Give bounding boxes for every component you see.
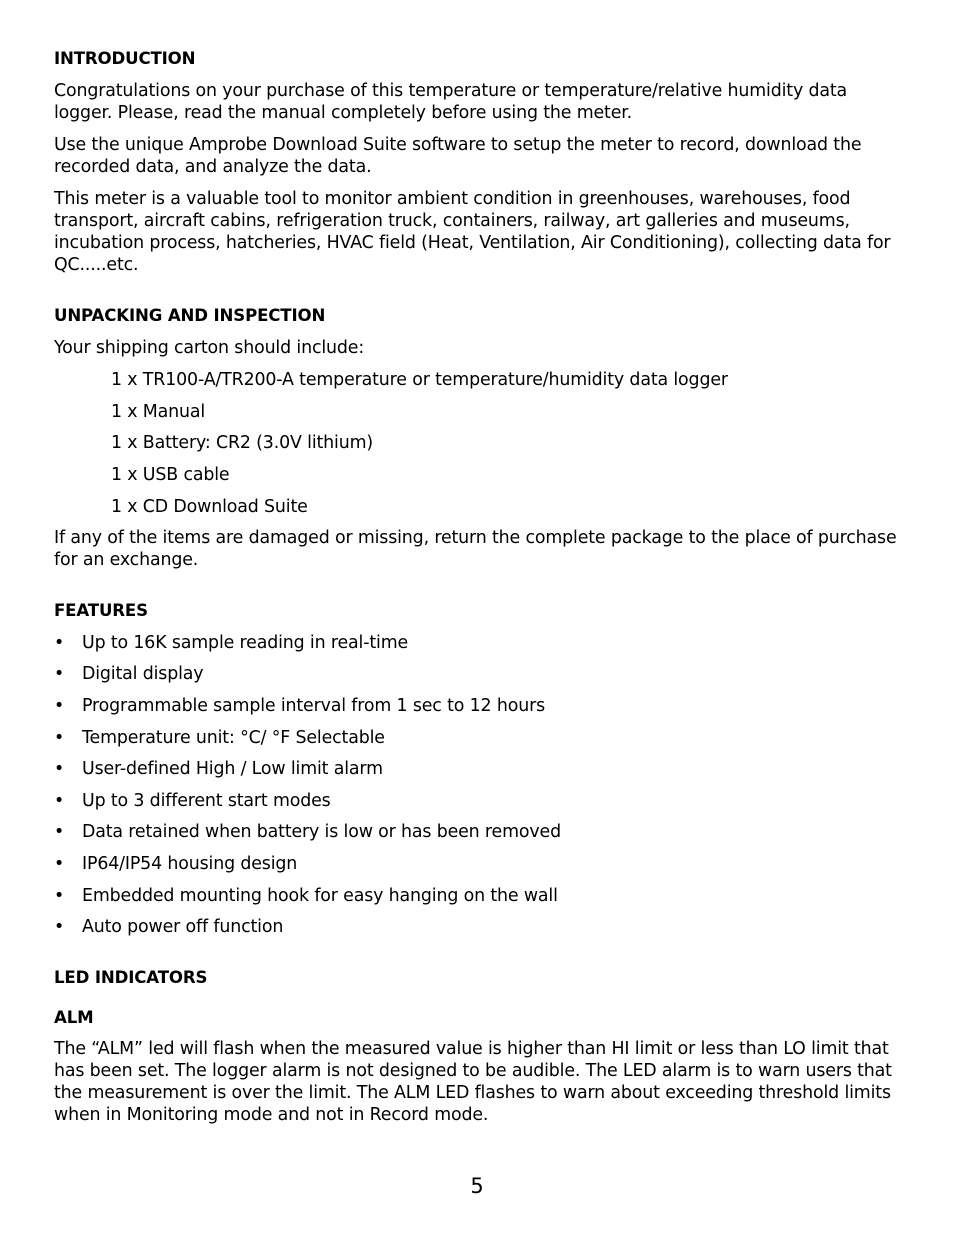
- list-item: 1 x Battery: CR2 (3.0V lithium): [111, 433, 374, 454]
- list-item: [54, 663, 904, 685]
- feature-text: Digital display: [82, 664, 204, 685]
- led-indicators-heading: LED INDICATORS: [54, 968, 208, 988]
- bullet-icon: •: [54, 664, 65, 685]
- list-item: [54, 632, 904, 654]
- unpacking-lead: Your shipping carton should include:: [54, 338, 365, 358]
- bullet-icon: •: [54, 790, 65, 811]
- list-item: 1 x TR100-A/TR200-A temperature or temperature/humidity data logger: [111, 370, 728, 390]
- introduction-heading: INTRODUCTION: [54, 49, 196, 68]
- introduction-paragraph-2: Use the unique Amprobe Download Suite software to setup the meter to record, download the recorded data, and analyze the data.: [54, 135, 862, 177]
- list-item: 1 x CD Download Suite: [111, 496, 308, 517]
- bullet-icon: •: [54, 822, 65, 843]
- introduction-paragraph-3: This meter is a valuable tool to monitor ambient condition in greenhouses, warehouses, food transport, aircraft cabins, refrigeration truck, containers, railway, art galleries and museums, incubation process, hatcheries, HVAC field (Heat, Ventilation, Air Conditioning), collecting data for QC.....etc.: [54, 189, 891, 275]
- feature-text: Auto power off function: [82, 917, 284, 938]
- introduction-paragraph-1: Congratulations on your purchase of this temperature or temperature/relative humidity data logger. Please, read the manual completely before using the meter.: [54, 81, 848, 123]
- feature-text: Up to 3 different start modes: [82, 790, 331, 811]
- feature-text: Temperature unit: °C/ °F Selectable: [82, 727, 385, 748]
- features-list: [54, 632, 904, 938]
- page-number: 5: [470, 1174, 484, 1198]
- list-item: 1 x USB cable: [111, 465, 230, 486]
- led-indicators-section: [54, 967, 904, 1126]
- list-item: [54, 790, 904, 812]
- carton-contents-list: [54, 369, 904, 518]
- list-item: [54, 695, 904, 717]
- list-item: [54, 853, 904, 875]
- alm-subheading: ALM: [54, 1008, 94, 1028]
- unpacking-heading: UNPACKING AND INSPECTION: [54, 306, 326, 325]
- list-item: 1 x Manual: [111, 401, 206, 422]
- list-item: [54, 821, 904, 843]
- features-section: [54, 600, 904, 938]
- feature-text: Embedded mounting hook for easy hanging on the wall: [82, 885, 558, 906]
- alm-paragraph: The “ALM” led will flash when the measured value is higher than HI limit or less than LO limit that has been set. The logger alarm is not designed to be audible. The LED alarm is to warn users that the measurement is over the limit. The ALM LED flashes to warn about exceeding threshold limits when in Monitoring mode and not in Record mode.: [54, 1039, 892, 1126]
- feature-text: User-defined High / Low limit alarm: [82, 759, 383, 780]
- feature-text: IP64/IP54 housing design: [82, 853, 298, 874]
- unpacking-closing: If any of the items are damaged or missing, return the complete package to the place of purchase for an exchange.: [54, 527, 897, 570]
- features-heading: FEATURES: [54, 600, 148, 620]
- list-item: [54, 758, 904, 780]
- feature-text: Data retained when battery is low or has been removed: [82, 822, 561, 843]
- bullet-icon: •: [54, 727, 65, 748]
- introduction-section: [54, 48, 904, 276]
- bullet-icon: •: [54, 695, 65, 716]
- bullet-icon: •: [54, 917, 65, 938]
- feature-text: Programmable sample interval from 1 sec to 12 hours: [82, 695, 545, 716]
- list-item: [54, 885, 904, 907]
- bullet-icon: •: [54, 885, 65, 906]
- list-item: [54, 727, 904, 749]
- bullet-icon: •: [54, 853, 65, 874]
- feature-text: Up to 16K sample reading in real-time: [82, 632, 409, 653]
- manual-page: [54, 48, 904, 1126]
- bullet-icon: •: [54, 632, 65, 653]
- unpacking-section: [54, 305, 904, 571]
- list-item: [54, 916, 904, 938]
- bullet-icon: •: [54, 759, 65, 780]
